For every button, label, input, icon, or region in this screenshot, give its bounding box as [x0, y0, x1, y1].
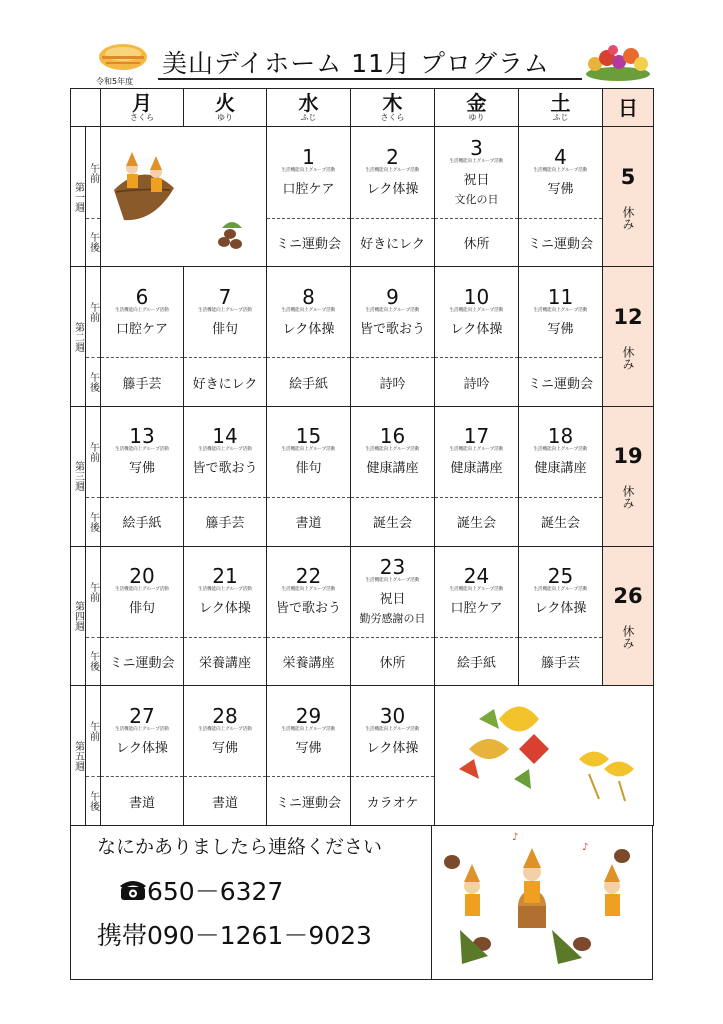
day-cell-fri-pm [435, 637, 519, 686]
am-label-text: 午前 [87, 302, 99, 323]
day-cell-wed-pm [267, 637, 351, 686]
am-label [86, 686, 101, 777]
day-cell-wed-pm [267, 777, 351, 826]
date-number: 25 [547, 564, 574, 589]
date-number: 2 [386, 145, 399, 170]
group-activity-note: 生活機能向上グループ活動 [281, 447, 336, 453]
day-cell-wed-pm [267, 218, 351, 267]
week-label-text: 第二週 [72, 321, 84, 352]
rest-label: 休み [621, 205, 635, 230]
group-activity-note: 生活機能向上グループ活動 [281, 168, 336, 174]
am-activity: 健康講座 [534, 461, 587, 477]
day-cell-thu-pm [351, 777, 435, 826]
pm-label-text: 午後 [87, 511, 99, 532]
pm-activity: ミニ運動会 [109, 655, 175, 671]
date-number: 20 [129, 564, 155, 589]
am-activity: レク体操 [282, 321, 335, 337]
group-activity-note: 生活機能向上グループ活動 [449, 587, 504, 593]
day-cell-wed-am [267, 267, 351, 358]
pm-activity: 栄養講座 [198, 655, 251, 671]
pm-label [86, 777, 101, 826]
telephone-icon [119, 878, 147, 902]
day-cell-fri-pm [435, 497, 519, 546]
am-activity: 写佛 [547, 182, 574, 198]
am-activity: レク体操 [534, 601, 587, 617]
am-activity: 写佛 [547, 321, 574, 337]
day-cell-fri-am [435, 406, 519, 497]
date-number: 6 [135, 284, 149, 309]
pm-activity: 絵手紙 [456, 655, 496, 671]
am-activity: 写佛 [211, 740, 238, 756]
page-title: 美山デイホーム 11月 プログラム [162, 49, 550, 78]
day-cell-mon-am [101, 546, 184, 637]
decoration-cell [435, 686, 654, 826]
week-label-text: 第三週 [72, 461, 84, 492]
date-number: 1 [302, 145, 315, 170]
pm-activity: 書道 [211, 795, 238, 811]
am-activity: レク体操 [366, 182, 419, 198]
autumn-leaves-illustration-icon [439, 689, 649, 819]
day-cell-fri-pm [435, 218, 519, 267]
am-activity: 俳句 [128, 601, 155, 617]
day-cell-thu-am [351, 406, 435, 497]
pm-label [86, 218, 101, 267]
pm-activity: ミニ運動会 [527, 376, 593, 392]
pm-activity: 誕生会 [372, 516, 412, 532]
day-cell-tue-am [184, 686, 267, 777]
pm-label [86, 637, 101, 686]
day-header-tue: 火 ゆり [184, 89, 267, 127]
corner-cell [71, 89, 101, 127]
group-activity-note: 生活機能向上グループ活動 [198, 587, 252, 593]
pm-activity: 栄養講座 [282, 655, 335, 671]
day-cell-sat-am [519, 267, 603, 358]
group-activity-note: 生活機能向上グループ活動 [198, 307, 252, 313]
day-cell-sat-am [519, 546, 603, 637]
pm-activity: 籐手芸 [205, 516, 245, 532]
pm-activity: 休所 [463, 236, 490, 252]
mobile-number: 携帯090－1261－9023 [97, 921, 372, 950]
contact-panel [70, 826, 432, 980]
group-activity-note: 生活機能向上グループ活動 [533, 447, 588, 453]
holiday-name: 勤労感謝の日 [359, 612, 426, 626]
am-label-text: 午前 [87, 441, 99, 462]
sunday-date: 19 [613, 444, 643, 469]
day-cell-wed-am [267, 686, 351, 777]
sunday-cell [603, 267, 654, 407]
day-header-fri: 金 ゆり [435, 89, 519, 127]
holiday-name: 文化の日 [454, 193, 499, 207]
rest-label: 休み [621, 345, 635, 370]
am-activity: レク体操 [450, 321, 503, 337]
pm-activity: 絵手紙 [288, 376, 328, 392]
group-activity-note: 生活機能向上グループ活動 [281, 307, 336, 313]
date-number: 10 [463, 284, 490, 309]
pm-activity: 籐手芸 [122, 376, 162, 392]
day-cell-mon-am [101, 686, 184, 777]
pm-activity: 好きにレク [360, 236, 425, 252]
group-activity-note: 生活機能向上グループ活動 [365, 726, 420, 732]
day-cell-sat-pm [519, 218, 603, 267]
date-number: 24 [463, 564, 490, 589]
decoration-cell [101, 127, 267, 267]
date-number: 22 [295, 564, 322, 589]
group-activity-note: 生活機能向上グループ活動 [365, 307, 420, 313]
day-cell-thu-am [351, 127, 435, 218]
am-activity: 皆で歌おう [359, 321, 425, 337]
date-number: 14 [212, 424, 238, 449]
date-number: 16 [379, 424, 406, 449]
rest-label: 休み [621, 485, 635, 510]
day-cell-thu-am [351, 267, 435, 358]
contact-message: なにかありましたら連絡ください [97, 836, 383, 858]
day-cell-wed-pm [267, 358, 351, 407]
page-header [70, 38, 653, 88]
am-label [86, 127, 101, 218]
illustration-panel [432, 826, 653, 980]
date-number: 4 [554, 145, 567, 170]
am-activity: 健康講座 [366, 461, 419, 477]
date-number: 8 [302, 284, 315, 309]
day-cell-mon-pm [101, 637, 184, 686]
pm-activity: 書道 [295, 516, 322, 532]
am-label-text: 午前 [87, 162, 99, 183]
day-cell-sat-pm [519, 358, 603, 407]
day-cell-thu-pm [351, 218, 435, 267]
am-activity: 写佛 [128, 461, 155, 477]
sunday-date: 12 [613, 304, 643, 329]
day-cell-sat-pm [519, 497, 603, 546]
pm-activity: 詩吟 [463, 376, 490, 392]
phone-number: 650－6327 [119, 872, 283, 908]
group-activity-note: 生活機能向上グループ活動 [115, 307, 169, 313]
day-cell-tue-am [184, 546, 267, 637]
day-header-thu: 木 さくら [351, 89, 435, 127]
kids-on-leaf-illustration-icon [104, 130, 264, 260]
group-activity-note: 生活機能向上グループ活動 [281, 587, 336, 593]
group-activity-note: 生活機能向上グループ活動 [281, 726, 336, 732]
am-activity: 口腔ケア [115, 321, 168, 337]
am-activity: レク体操 [116, 740, 168, 756]
day-cell-sat-pm [519, 637, 603, 686]
date-number: 13 [129, 424, 155, 449]
week-label [71, 686, 86, 826]
day-cell-mon-pm [101, 777, 184, 826]
group-activity-note: 生活機能向上グループ活動 [365, 168, 420, 174]
day-cell-fri-pm [435, 358, 519, 407]
day-cell-wed-pm [267, 497, 351, 546]
day-cell-sat-am [519, 127, 603, 218]
date-number: 28 [212, 703, 238, 728]
day-cell-wed-am [267, 127, 351, 218]
am-label [86, 546, 101, 637]
pm-activity: カラオケ [366, 795, 419, 811]
program-calendar [70, 88, 654, 826]
date-number: 18 [547, 424, 574, 449]
day-cell-thu-am [351, 686, 435, 777]
day-cell-thu-pm [351, 358, 435, 407]
day-header-mon: 月 さくら [101, 89, 184, 127]
day-cell-tue-am [184, 406, 267, 497]
group-activity-note: 生活機能向上グループ活動 [115, 587, 169, 593]
day-cell-tue-pm [184, 637, 267, 686]
day-cell-thu-pm [351, 497, 435, 546]
pm-label-text: 午後 [87, 372, 99, 393]
day-cell-tue-pm [184, 777, 267, 826]
date-number: 27 [129, 703, 155, 728]
day-cell-mon-pm [101, 497, 184, 546]
pm-label [86, 358, 101, 407]
am-activity: 俳句 [295, 461, 322, 477]
pm-activity: ミニ運動会 [275, 795, 341, 811]
pm-activity: 書道 [128, 795, 155, 811]
title-underline [158, 78, 582, 80]
date-number: 17 [463, 424, 490, 449]
group-activity-note: 生活機能向上グループ活動 [533, 168, 588, 174]
pm-activity: 誕生会 [540, 516, 580, 532]
group-activity-note: 生活機能向上グループ活動 [449, 447, 504, 453]
am-label [86, 267, 101, 358]
am-activity: 皆で歌おう [192, 461, 258, 477]
pm-activity: 絵手紙 [122, 516, 162, 532]
group-activity-note: 生活機能向上グループ活動 [365, 578, 420, 584]
pm-label-text: 午後 [87, 791, 99, 812]
day-cell-thu-pm [351, 637, 435, 686]
group-activity-note: 生活機能向上グループ活動 [533, 307, 588, 313]
week-label [71, 406, 86, 546]
am-label [86, 406, 101, 497]
pm-activity: 誕生会 [456, 516, 496, 532]
pm-activity: 詩吟 [379, 376, 406, 392]
group-activity-note: 生活機能向上グループ活動 [115, 726, 169, 732]
svg-text:♪: ♪ [512, 832, 519, 843]
group-activity-note: 生活機能向上グループ活動 [365, 447, 420, 453]
day-cell-fri-am [435, 546, 519, 637]
group-activity-note: 生活機能向上グループ活動 [198, 726, 252, 732]
pm-label-text: 午後 [87, 651, 99, 672]
pm-activity: ミニ運動会 [527, 236, 593, 252]
am-activity: レク体操 [366, 740, 419, 756]
week-label [71, 546, 86, 686]
pm-activity: 休所 [379, 655, 406, 671]
group-activity-note: 生活機能向上グループ活動 [533, 587, 588, 593]
week-label-text: 第四週 [72, 600, 84, 631]
am-activity: レク体操 [199, 601, 251, 617]
am-label-text: 午前 [87, 721, 99, 742]
week-label-text: 第一週 [72, 181, 84, 212]
date-number: 3 [470, 136, 483, 161]
am-activity: 口腔ケア [282, 182, 335, 198]
am-activity: 皆で歌おう [275, 601, 341, 617]
week-label [71, 267, 86, 407]
am-activity: 祝日 [379, 592, 406, 608]
autumn-flowers-icon [585, 40, 651, 82]
day-cell-fri-am [435, 267, 519, 358]
sunday-date: 26 [613, 583, 643, 608]
day-cell-wed-am [267, 406, 351, 497]
pm-activity: 籐手芸 [540, 655, 580, 671]
pm-activity: 好きにレク [192, 376, 258, 392]
harvest-festival-illustration-icon [432, 826, 651, 978]
am-activity: 俳句 [211, 321, 238, 337]
rest-label: 休み [621, 624, 635, 649]
day-header-wed: 水 ふじ [267, 89, 351, 127]
date-number: 23 [379, 555, 406, 580]
fiscal-year-label: 令和5年度 [96, 77, 134, 86]
sunday-cell [603, 127, 654, 267]
group-activity-note: 生活機能向上グループ活動 [198, 447, 252, 453]
day-cell-tue-pm [184, 497, 267, 546]
sunset-logo-icon [98, 42, 148, 72]
am-activity: 祝日 [463, 173, 490, 189]
sunday-date: 5 [620, 164, 636, 189]
day-cell-fri-am [435, 127, 519, 218]
day-cell-tue-pm [184, 358, 267, 407]
week-label [71, 127, 86, 267]
pm-label-text: 午後 [87, 232, 99, 253]
am-activity: 健康講座 [450, 461, 503, 477]
date-number: 21 [212, 564, 238, 589]
date-number: 29 [295, 703, 322, 728]
day-cell-thu-am [351, 546, 435, 637]
am-label-text: 午前 [87, 581, 99, 602]
svg-text:♪: ♪ [582, 842, 589, 853]
am-activity: 写佛 [295, 740, 322, 756]
date-number: 15 [295, 424, 322, 449]
group-activity-note: 生活機能向上グループ活動 [449, 159, 504, 165]
week-label-text: 第五週 [72, 740, 84, 771]
am-activity: 口腔ケア [450, 601, 503, 617]
day-cell-sat-am [519, 406, 603, 497]
sunday-cell [603, 406, 654, 546]
day-header-sat: 土 ふじ [519, 89, 603, 127]
day-cell-mon-am [101, 267, 184, 358]
pm-label [86, 497, 101, 546]
group-activity-note: 生活機能向上グループ活動 [115, 447, 169, 453]
date-number: 9 [386, 284, 399, 309]
day-cell-mon-pm [101, 358, 184, 407]
date-number: 30 [379, 703, 406, 728]
day-cell-tue-am [184, 267, 267, 358]
group-activity-note: 生活機能向上グループ活動 [449, 307, 504, 313]
pm-activity: ミニ運動会 [275, 236, 341, 252]
day-cell-mon-am [101, 406, 184, 497]
date-number: 11 [547, 284, 574, 309]
day-header-sun: 日 [603, 89, 654, 127]
date-number: 7 [218, 284, 232, 309]
day-cell-wed-am [267, 546, 351, 637]
sunday-cell [603, 546, 654, 686]
